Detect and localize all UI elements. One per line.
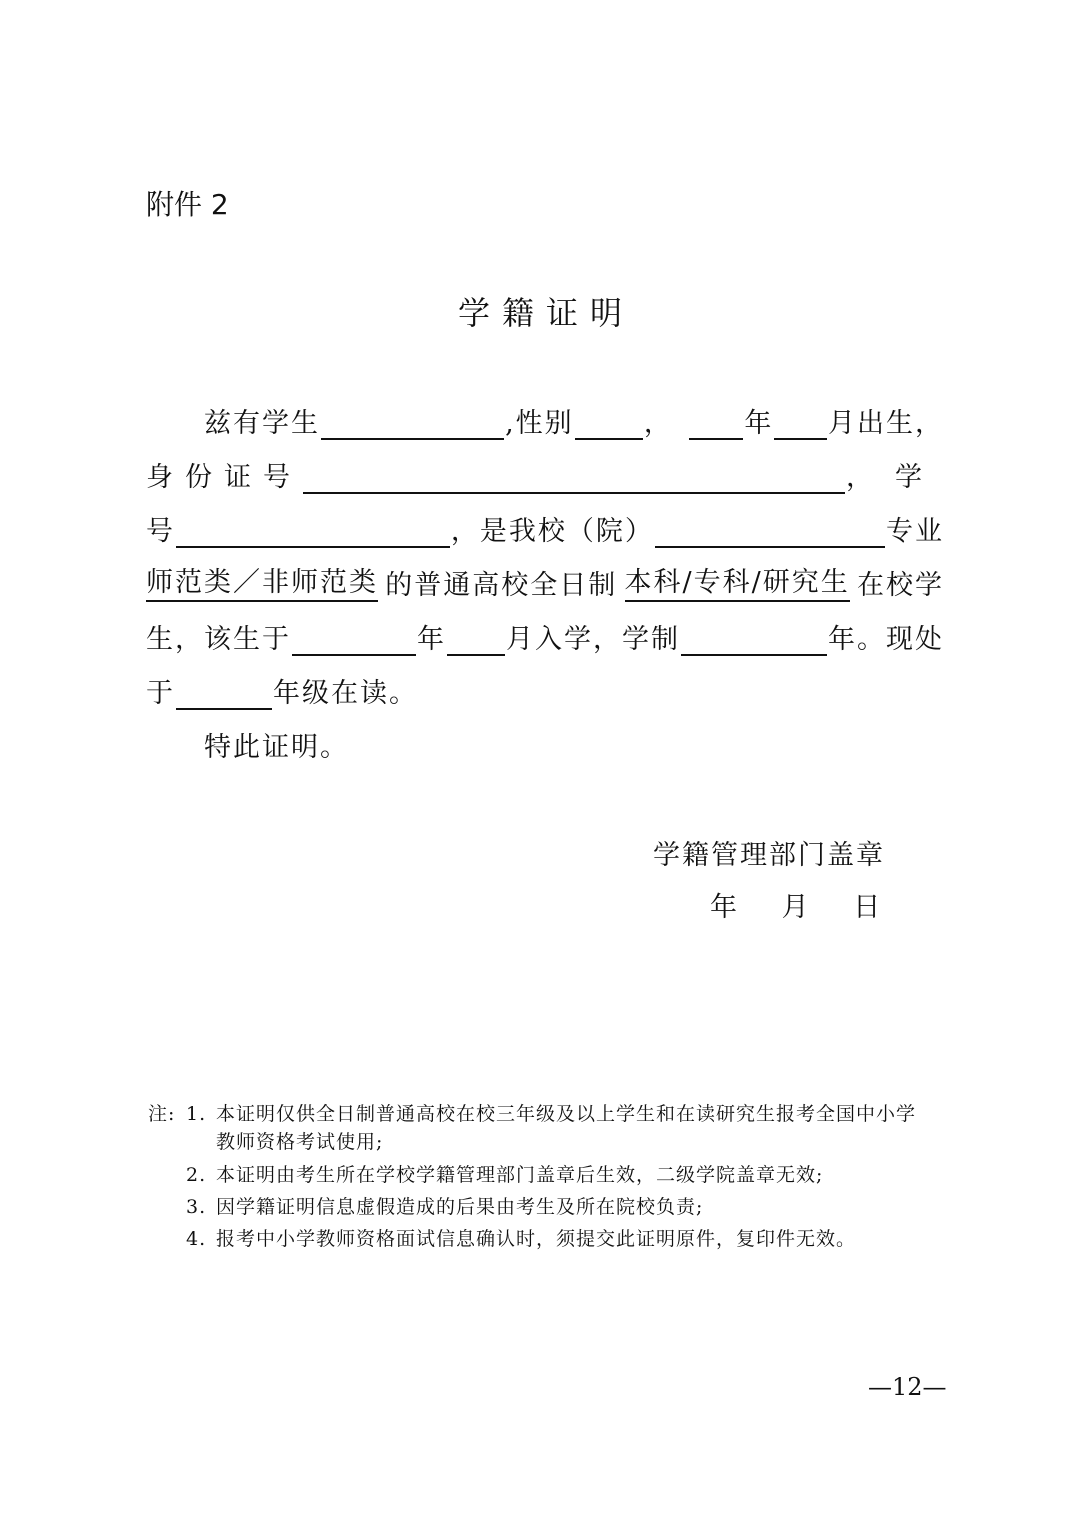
attachment-label: 附件 2 [146,188,229,221]
degree-level-option[interactable]: 本科/专科/研究生 [625,560,850,602]
birth-label: 月出生， [828,408,944,439]
id-number-blank[interactable] [303,464,845,494]
normal-type-option[interactable]: 师范类／非师范类 [146,560,378,602]
body-line-6 [146,670,944,710]
fulltime-text: 的普通高校全日制 [385,570,618,601]
note-number: 1. [186,1103,207,1125]
student-number-label-start: ，学 [846,462,944,493]
date-year: 年 [710,892,737,923]
gender-blank[interactable] [575,410,643,440]
id-number-label: 身份证号 [146,462,302,493]
program-length-blank[interactable] [681,626,827,656]
major-label: 专业 [886,516,944,547]
comma-text: ， [643,408,673,439]
enroll-year-label: 年 [417,624,446,655]
grade-prefix: 于 [146,678,175,709]
student-label: 兹有学生 [204,408,320,439]
major-blank[interactable] [655,518,885,548]
note-text: 教师资格考试使用; [216,1131,384,1153]
current-label: 年。现处 [828,624,944,655]
closing-text: 特此证明。 [204,732,349,763]
note-number: 3. [186,1196,207,1218]
body-line-3 [146,508,944,548]
stamp-label: 学籍管理部门盖章 [653,840,885,871]
signature-date [710,885,916,924]
student-number-label-end: 号 [146,516,175,547]
enroll-label: 生，该生于 [146,624,291,655]
enroll-year-blank[interactable] [292,626,416,656]
grade-blank[interactable] [176,680,272,710]
year-label: 年 [744,408,774,439]
date-day: 日 [853,892,881,923]
closing-line [204,724,944,764]
school-label: ，是我校（院） [450,516,654,547]
note-text: 因学籍证明信息虚假造成的后果由考生及所在院校负责; [216,1196,704,1218]
body-line-4 [146,562,944,602]
birth-year-blank[interactable] [689,410,744,440]
note-text: 本证明仅供全日制普通高校在校三年级及以上学生和在读研究生报考全国中小学 [216,1103,917,1125]
note-text: 报考中小学教师资格面试信息确认时，须提交此证明原件，复印件无效。 [216,1228,857,1250]
gender-label: ,性别 [505,408,574,439]
note-number: 4. [186,1228,207,1250]
notes-prefix: 注: [148,1103,176,1125]
body-line-2 [146,454,944,494]
note-text: 本证明由考生所在学校学籍管理部门盖章后生效，二级学院盖章无效; [216,1164,824,1186]
note-item-2 [186,1160,823,1187]
page-number: —12— [868,1373,947,1401]
program-length-label: 月入学，学制 [506,624,680,655]
student-name-blank[interactable] [321,410,504,440]
student-number-blank[interactable] [176,518,450,548]
note-item-1-continued [216,1127,383,1154]
date-month: 月 [781,892,809,923]
enroll-month-blank[interactable] [447,626,505,656]
note-item-4 [186,1224,856,1251]
document-title: 学籍证明 [457,294,634,332]
enrolled-text: 在校学 [857,570,944,601]
birth-month-blank[interactable] [774,410,827,440]
note-item-1 [186,1099,916,1126]
body-line-1 [204,400,944,440]
grade-label: 年级在读。 [273,678,418,709]
note-number: 2. [186,1164,207,1186]
note-item-3 [186,1192,703,1219]
body-line-5 [146,616,944,656]
